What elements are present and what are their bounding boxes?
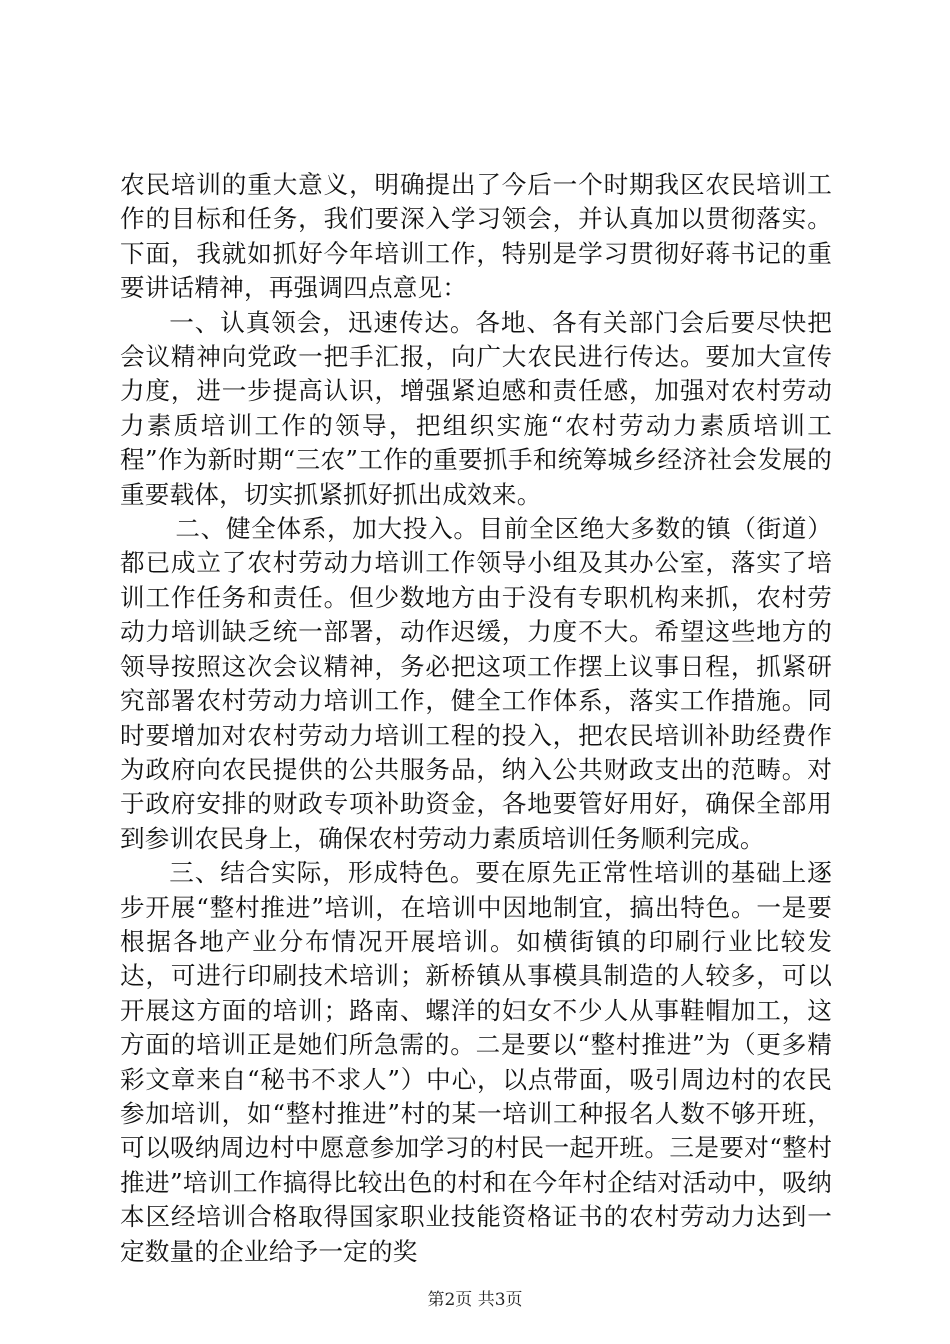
paragraph-point-two: 二、健全体系，加大投入。目前全区绝大多数的镇（街道）都已成立了农村劳动力培训工作领导小组及其办公室，落实了培训工作任务和责任。但少数地方由于没有专职机构来抓，农村劳动力培训缺乏统一部署，动作迟缓，力度不大。希望这些地方的领导按照这次会议精神，务必把这项工作摆上议事日程，抓紧研究部署农村劳动力培训工作，健全工作体系，落实工作措施。同时要增加对农村劳动力培训工程的投入，把农民培训补助经费作为政府向农民提供的公共服务品，纳入公共财政支出的范畴。对于政府安排的财政专项补助资金，各地要管好用好，确保全部用到参训农民身上，确保农村劳动力素质培训任务顺利完成。 [120,514,832,853]
page-footer [0,1290,950,1310]
paragraph-intro-continued: 农民培训的重大意义，明确提出了今后一个时期我区农民培训工作的目标和任务，我们要深入学习领会，并认真加以贯彻落实。下面，我就如抓好今年培训工作，特别是学习贯彻好蒋书记的重要讲话精神，再强调四点意见： [120,170,832,303]
paragraph-point-one: 一、认真领会，迅速传达。各地、各有关部门会后要尽快把会议精神向党政一把手汇报，向广大农民进行传达。要加大宣传力度，进一步提高认识，增强紧迫感和责任感，加强对农村劳动力素质培训工作的领导，把组织实施“农村劳动力素质培训工程”作为新时期“三农”工作的重要抓手和统筹城乡经济社会发展的重要载体，切实抓紧抓好抓出成效来。 [120,307,832,509]
page-number-label: 第2页 共3页 [427,1290,523,1310]
paragraph-point-three: 三、结合实际，形成特色。要在原先正常性培训的基础上逐步开展“整村推进”培训，在培训中因地制宜，搞出特色。一是要根据各地产业分布情况开展培训。如横街镇的印刷行业比较发达，可进行印刷技术培训；新桥镇从事模具制造的人较多，可以开展这方面的培训；路南、螺洋的妇女不少人从事鞋帽加工，这方面的培训正是她们所急需的。二是要以“整村推进”为（更多精彩文章来自“秘书不求人”）中心，以点带面，吸引周边村的农民参加培训，如“整村推进”村的某一培训工种报名人数不够开班，可以吸纳周边村中愿意参加学习的村民一起开班。三是要对“整村推进”培训工作搞得比较出色的村和在今年村企结对活动中，吸纳本区经培训合格取得国家职业技能资格证书的农村劳动力达到一定数量的企业给予一定的奖 [120,858,832,1266]
document-body [120,168,832,1269]
